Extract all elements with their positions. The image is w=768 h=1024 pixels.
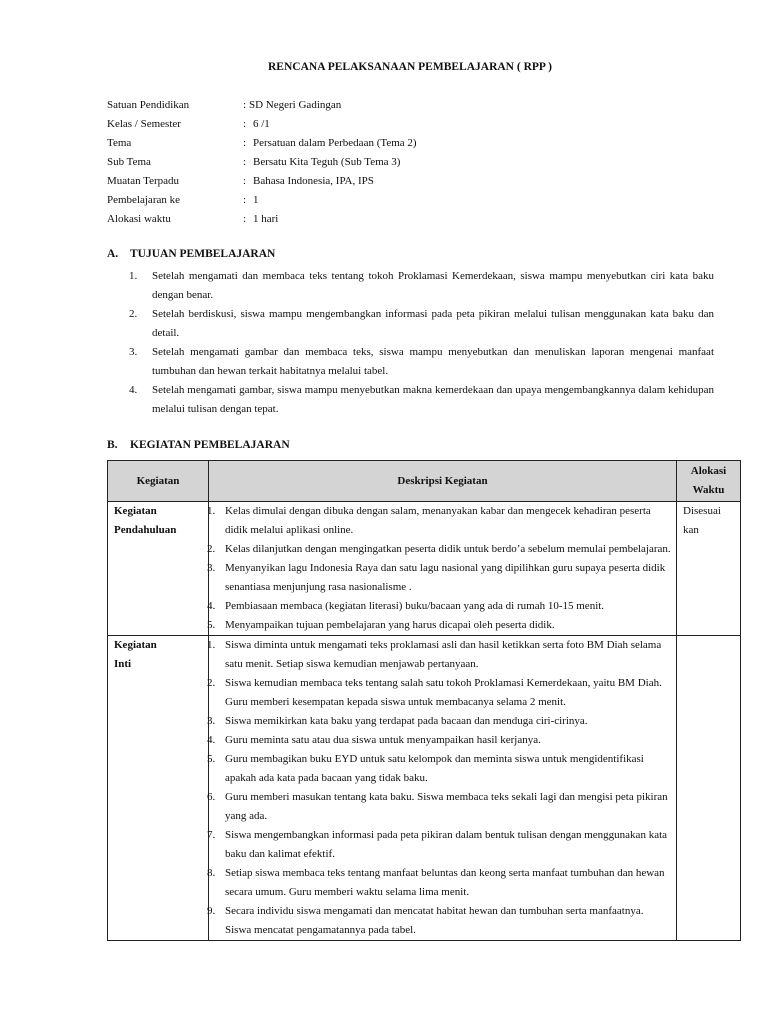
column-header-kegiatan: Kegiatan bbox=[108, 461, 209, 502]
activity-step bbox=[209, 559, 676, 597]
objectives-list bbox=[107, 267, 714, 419]
identity-label: Satuan Pendidikan bbox=[107, 99, 190, 111]
time-allocation-cell bbox=[677, 502, 741, 636]
objective-text: Setelah mengamati gambar, siswa mampu menyebutkan makna kemerdekaan dan upaya mengembangkannya dalam kehidupan melalui tulisan dengan tepat. bbox=[152, 384, 714, 415]
column-header-alokasi-line: Alokasi bbox=[690, 465, 727, 477]
identity-label: Tema bbox=[107, 137, 132, 149]
identity-colon: : bbox=[243, 137, 247, 149]
objective-text: Setelah berdiskusi, siswa mampu mengembangkan informasi pada peta pikiran melalui tulisan menggunakan kata baku dan detail. bbox=[152, 308, 714, 339]
step-text: Pembiasaan membaca (kegiatan literasi) buku/bacaan yang ada di rumah 10-15 menit. bbox=[225, 600, 605, 612]
identity-colon: : bbox=[243, 156, 247, 168]
identity-value: 1 hari bbox=[253, 213, 279, 225]
objective-number: 3. bbox=[129, 346, 138, 358]
activity-description-cell bbox=[209, 636, 677, 941]
section-title: TUJUAN PEMBELAJARAN bbox=[130, 248, 276, 260]
activity-name-cell bbox=[108, 636, 209, 941]
identity-colon: : bbox=[243, 194, 247, 206]
objective-item bbox=[107, 267, 714, 305]
section-letter: B. bbox=[107, 439, 118, 451]
step-number: 4. bbox=[207, 600, 216, 612]
activity-step bbox=[209, 750, 676, 788]
step-number: 5. bbox=[207, 753, 216, 765]
identity-value: SD Negeri Gadingan bbox=[249, 99, 342, 111]
objective-item bbox=[107, 305, 714, 343]
activity-step bbox=[209, 712, 676, 731]
activity-name-line: Inti bbox=[114, 658, 132, 670]
activity-name-line: Kegiatan bbox=[114, 505, 157, 517]
section-b-heading bbox=[107, 439, 290, 451]
table-row bbox=[108, 502, 741, 636]
objective-item bbox=[107, 381, 714, 419]
activity-step bbox=[209, 731, 676, 750]
section-a-heading bbox=[107, 248, 275, 260]
objective-text: Setelah mengamati dan membaca teks tentang tokoh Proklamasi Kemerdekaan, siswa mampu menyebutkan ciri kata baku dengan benar. bbox=[152, 270, 714, 301]
activity-step bbox=[209, 674, 676, 712]
identity-value: 6 /1 bbox=[253, 118, 270, 130]
activity-step bbox=[209, 540, 676, 559]
step-text: Siswa memikirkan kata baku yang terdapat pada bacaan dan menduga ciri-cirinya. bbox=[225, 715, 588, 727]
step-number: 8. bbox=[207, 867, 216, 879]
activity-step bbox=[209, 864, 676, 902]
step-number: 9. bbox=[207, 905, 216, 917]
column-header-alokasi-line: Waktu bbox=[692, 484, 725, 496]
step-text: Siswa diminta untuk mengamati teks proklamasi asli dan hasil ketikkan serta foto BM Diah selama satu menit. Setiap siswa kemudian menjawab pertanyaan. bbox=[225, 639, 662, 670]
time-allocation-cell bbox=[677, 636, 741, 941]
activity-name-cell bbox=[108, 502, 209, 636]
table-header-row bbox=[108, 461, 741, 502]
identity-colon: : bbox=[243, 175, 247, 187]
identity-label: Sub Tema bbox=[107, 156, 151, 168]
step-number: 6. bbox=[207, 791, 216, 803]
step-text: Kelas dilanjutkan dengan mengingatkan peserta didik untuk berdo’a sebelum memulai pembelajaran. bbox=[225, 543, 671, 555]
step-number: 1. bbox=[207, 639, 216, 651]
objective-number: 2. bbox=[129, 308, 138, 320]
activity-name-line: Pendahuluan bbox=[114, 524, 177, 536]
step-text: Secara individu siswa mengamati dan mencatat habitat hewan dan tumbuhan serta manfaatnya. Siswa mencatat pengamatannya pada tabel. bbox=[225, 905, 644, 936]
step-number: 2. bbox=[207, 543, 216, 555]
activity-step bbox=[209, 902, 676, 940]
identity-label: Muatan Terpadu bbox=[107, 175, 180, 187]
step-text: Guru memberi masukan tentang kata baku. Siswa membaca teks sekali lagi dan mengisi peta pikiran yang ada. bbox=[225, 791, 668, 822]
time-allocation-line: Disesuai bbox=[683, 505, 721, 517]
column-header-deskripsi: Deskripsi Kegiatan bbox=[209, 461, 677, 502]
time-allocation-line: kan bbox=[683, 524, 699, 536]
identity-colon: : bbox=[243, 99, 247, 111]
objective-item bbox=[107, 343, 714, 381]
step-number: 5. bbox=[207, 619, 216, 631]
step-text: Siswa kemudian membaca teks tentang salah satu tokoh Proklamasi Kemerdekaan, yaitu BM Diah. Guru memberi kesempatan kepada siswa untuk membacanya selama 2 menit. bbox=[225, 677, 662, 708]
identity-label: Kelas / Semester bbox=[107, 118, 181, 130]
step-number: 4. bbox=[207, 734, 216, 746]
identity-label: Alokasi waktu bbox=[107, 213, 171, 225]
objective-text: Setelah mengamati gambar dan membaca teks, siswa mampu menyebutkan dan menuliskan laporan mengenai manfaat tumbuhan dan hewan terkait habitatnya melalui tabel. bbox=[152, 346, 714, 377]
step-text: Setiap siswa membaca teks tentang manfaat beluntas dan keong serta manfaat tumbuhan dan hewan secara umum. Guru memberi waktu selama lima menit. bbox=[225, 867, 665, 898]
step-text: Guru meminta satu atau dua siswa untuk menyampaikan hasil kerjanya. bbox=[225, 734, 541, 746]
activity-description-cell bbox=[209, 502, 677, 636]
activity-step bbox=[209, 636, 676, 674]
step-text: Guru membagikan buku EYD untuk satu kelompok dan meminta siswa untuk mengidentifikasi apakah ada kata pada bacaan yang tidak baku. bbox=[225, 753, 644, 784]
activity-step bbox=[209, 788, 676, 826]
page-title: RENCANA PELAKSANAAN PEMBELAJARAN ( RPP ) bbox=[268, 61, 552, 73]
step-number: 1. bbox=[207, 505, 216, 517]
step-text: Siswa mengembangkan informasi pada peta pikiran dalam bentuk tulisan dengan menggunakan kata baku dan kalimat efektif. bbox=[225, 829, 668, 860]
step-number: 7. bbox=[207, 829, 216, 841]
activities-table bbox=[107, 460, 741, 941]
activity-step bbox=[209, 597, 676, 616]
identity-value: 1 bbox=[253, 194, 259, 206]
identity-value: Persatuan dalam Perbedaan (Tema 2) bbox=[253, 137, 417, 149]
column-header-alokasi bbox=[677, 461, 741, 502]
identity-colon: : bbox=[243, 118, 247, 130]
activity-step bbox=[209, 826, 676, 864]
section-letter: A. bbox=[107, 248, 119, 260]
step-number: 3. bbox=[207, 715, 216, 727]
identity-colon: : bbox=[243, 213, 247, 225]
step-number: 2. bbox=[207, 677, 216, 689]
step-text: Menyanyikan lagu Indonesia Raya dan satu lagu nasional yang dipilihkan guru supaya peserta didik senantiasa menjunjung rasa nasionalisme . bbox=[225, 562, 666, 593]
step-number: 3. bbox=[207, 562, 216, 574]
activity-step bbox=[209, 616, 676, 635]
section-title: KEGIATAN PEMBELAJARAN bbox=[130, 439, 290, 451]
identity-value: Bahasa Indonesia, IPA, IPS bbox=[253, 175, 374, 187]
activity-step bbox=[209, 502, 676, 540]
identity-label: Pembelajaran ke bbox=[107, 194, 180, 206]
step-text: Kelas dimulai dengan dibuka dengan salam, menanyakan kabar dan mengecek kehadiran peserta didik melalui aplikasi online. bbox=[225, 505, 651, 536]
table-row bbox=[108, 636, 741, 941]
identity-value: Bersatu Kita Teguh (Sub Tema 3) bbox=[253, 156, 401, 168]
activity-name-line: Kegiatan bbox=[114, 639, 157, 651]
objective-number: 1. bbox=[129, 270, 138, 282]
step-text: Menyampaikan tujuan pembelajaran yang harus dicapai oleh peserta didik. bbox=[225, 619, 555, 631]
objective-number: 4. bbox=[129, 384, 138, 396]
